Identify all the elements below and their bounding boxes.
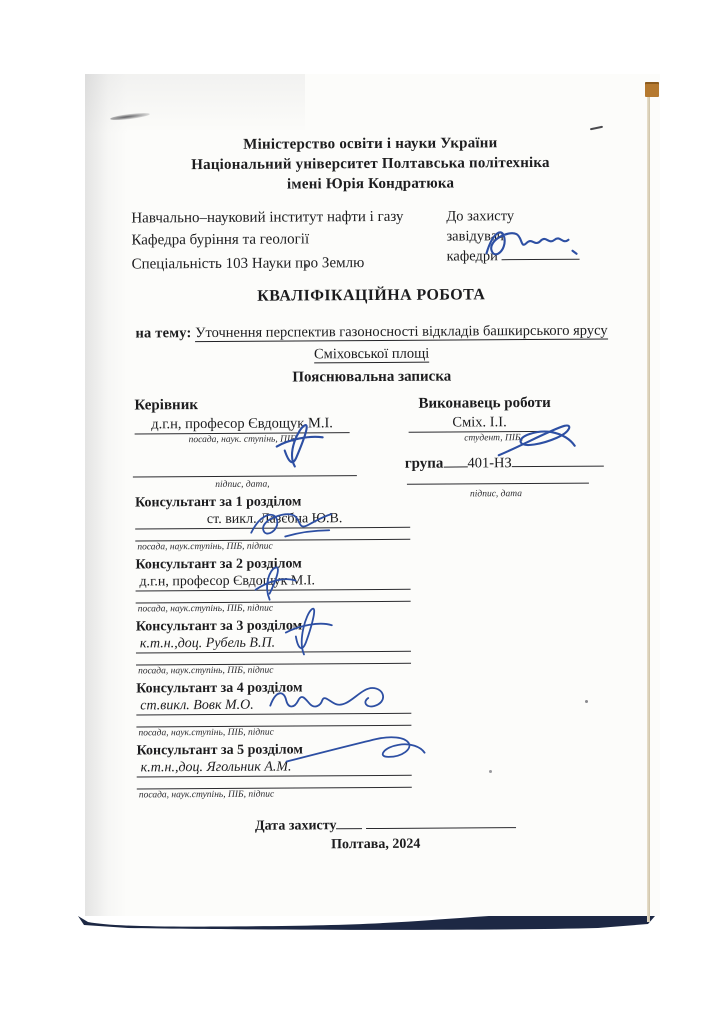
consultant-5-caption: посада, наук.ступінь, ПІБ, підпис xyxy=(138,789,275,801)
consultant-4-name: ст.викл. Вовк М.О. xyxy=(136,696,411,716)
university-line-2: імені Юрія Кондратюка xyxy=(286,175,455,193)
consultant-3-title: Консультант за 3 розділом xyxy=(135,618,303,635)
subtitle: Пояснювальна записка xyxy=(292,368,452,386)
consultant-4-title: Консультант за 4 розділом xyxy=(136,680,303,697)
footer-block xyxy=(87,813,662,855)
consultant-2-title: Консультант за 2 розділом xyxy=(135,556,302,573)
approval-line-1: До захисту xyxy=(446,208,515,225)
consultant-3-name: к.т.н.,доц. Рубель В.П. xyxy=(136,634,411,654)
work-type-title: КВАЛІФІКАЦІЙНА РОБОТА xyxy=(257,286,486,305)
theme-block xyxy=(104,319,639,366)
consultant-1-title: Консультант за 1 розділом xyxy=(134,494,302,511)
department-line: Кафедра буріння та геології xyxy=(131,231,310,249)
page-edge-line xyxy=(647,86,650,922)
specialty-line: Спеціальність 103 Науки про Землю xyxy=(131,255,365,273)
ministry-line: Міністерство освіти і науки України xyxy=(243,135,498,153)
orange-bookmark-tab xyxy=(645,82,659,97)
theme-line-2: Сміховської площі xyxy=(313,345,430,363)
group-underline xyxy=(443,453,467,467)
consultant-4-signature xyxy=(264,677,398,716)
defense-date-line-long xyxy=(366,814,516,829)
consultant-5-name: к.т.н.,доц. Ягольник А.М. xyxy=(137,758,412,778)
page-header xyxy=(83,132,658,196)
executor-sign-caption: підпис, дата xyxy=(469,489,522,500)
executor-signature xyxy=(493,417,581,464)
consultant-1-signature xyxy=(245,502,337,545)
consultant-1-caption: посада, наук.ступінь, ПІБ, підпис xyxy=(137,541,273,553)
page-content xyxy=(82,72,662,917)
consultant-2-name: д.г.н, професор Євдощук М.І. xyxy=(135,572,410,592)
consultant-4-signature-line xyxy=(136,714,411,728)
supervisor-name: д.г.н, професор Євдощук М.І. xyxy=(135,414,350,434)
theme-line-1: Уточнення перспектив газоносності відкладів башкирського ярусу xyxy=(195,322,608,342)
consultant-3-caption: посада, наук.ступінь, ПІБ, підпис xyxy=(138,665,274,677)
executor-name: Сміх. І.І. xyxy=(409,413,551,433)
approval-line-3: кафедри xyxy=(446,248,498,265)
supervisor-sign-caption: підпис, дата, xyxy=(215,479,270,490)
consultant-5-title: Консультант за 5 розділом xyxy=(136,742,303,759)
approval-line-2: завідувач xyxy=(446,227,504,245)
executor-signature-line xyxy=(407,481,589,485)
defense-date-line-short xyxy=(336,815,362,829)
head-of-department-signature xyxy=(480,219,590,266)
university-line: Національний університет Полтавська політехніка xyxy=(191,154,550,174)
supervisor-signature xyxy=(263,420,335,470)
group-value: 401-НЗ xyxy=(467,455,512,472)
consultant-4-caption: посада, наук.ступінь, ПІБ, підпис xyxy=(138,727,274,739)
consultant-3-signature xyxy=(270,602,342,660)
consultant-2-caption: посада, наук.ступінь, ПІБ, підпис xyxy=(137,603,274,615)
supervisor-caption: посада, наук. ступінь, ПІБ xyxy=(188,434,296,446)
consultant-5-signature-line xyxy=(137,776,412,790)
defense-date-row xyxy=(255,813,662,834)
consultant-2-signature xyxy=(237,561,305,603)
executor-label: Виконавець роботи xyxy=(418,394,551,412)
institute-block xyxy=(131,206,403,252)
group-label: група xyxy=(404,455,444,472)
institute-line: Навчально–науковий інститут нафти і газу xyxy=(131,208,404,227)
defense-date-label: Дата захисту xyxy=(254,818,337,834)
supervisor-label: Керівник xyxy=(134,397,199,414)
city-year: Полтава, 2024 xyxy=(331,836,421,853)
executor-caption: студент, ПІБ, xyxy=(464,433,524,444)
theme-label: на тему: xyxy=(135,325,192,342)
document-page xyxy=(85,74,660,916)
consultant-5-signature xyxy=(278,727,432,772)
consultant-1-name: ст. викл. Лазєбна Ю.В. xyxy=(135,510,410,530)
